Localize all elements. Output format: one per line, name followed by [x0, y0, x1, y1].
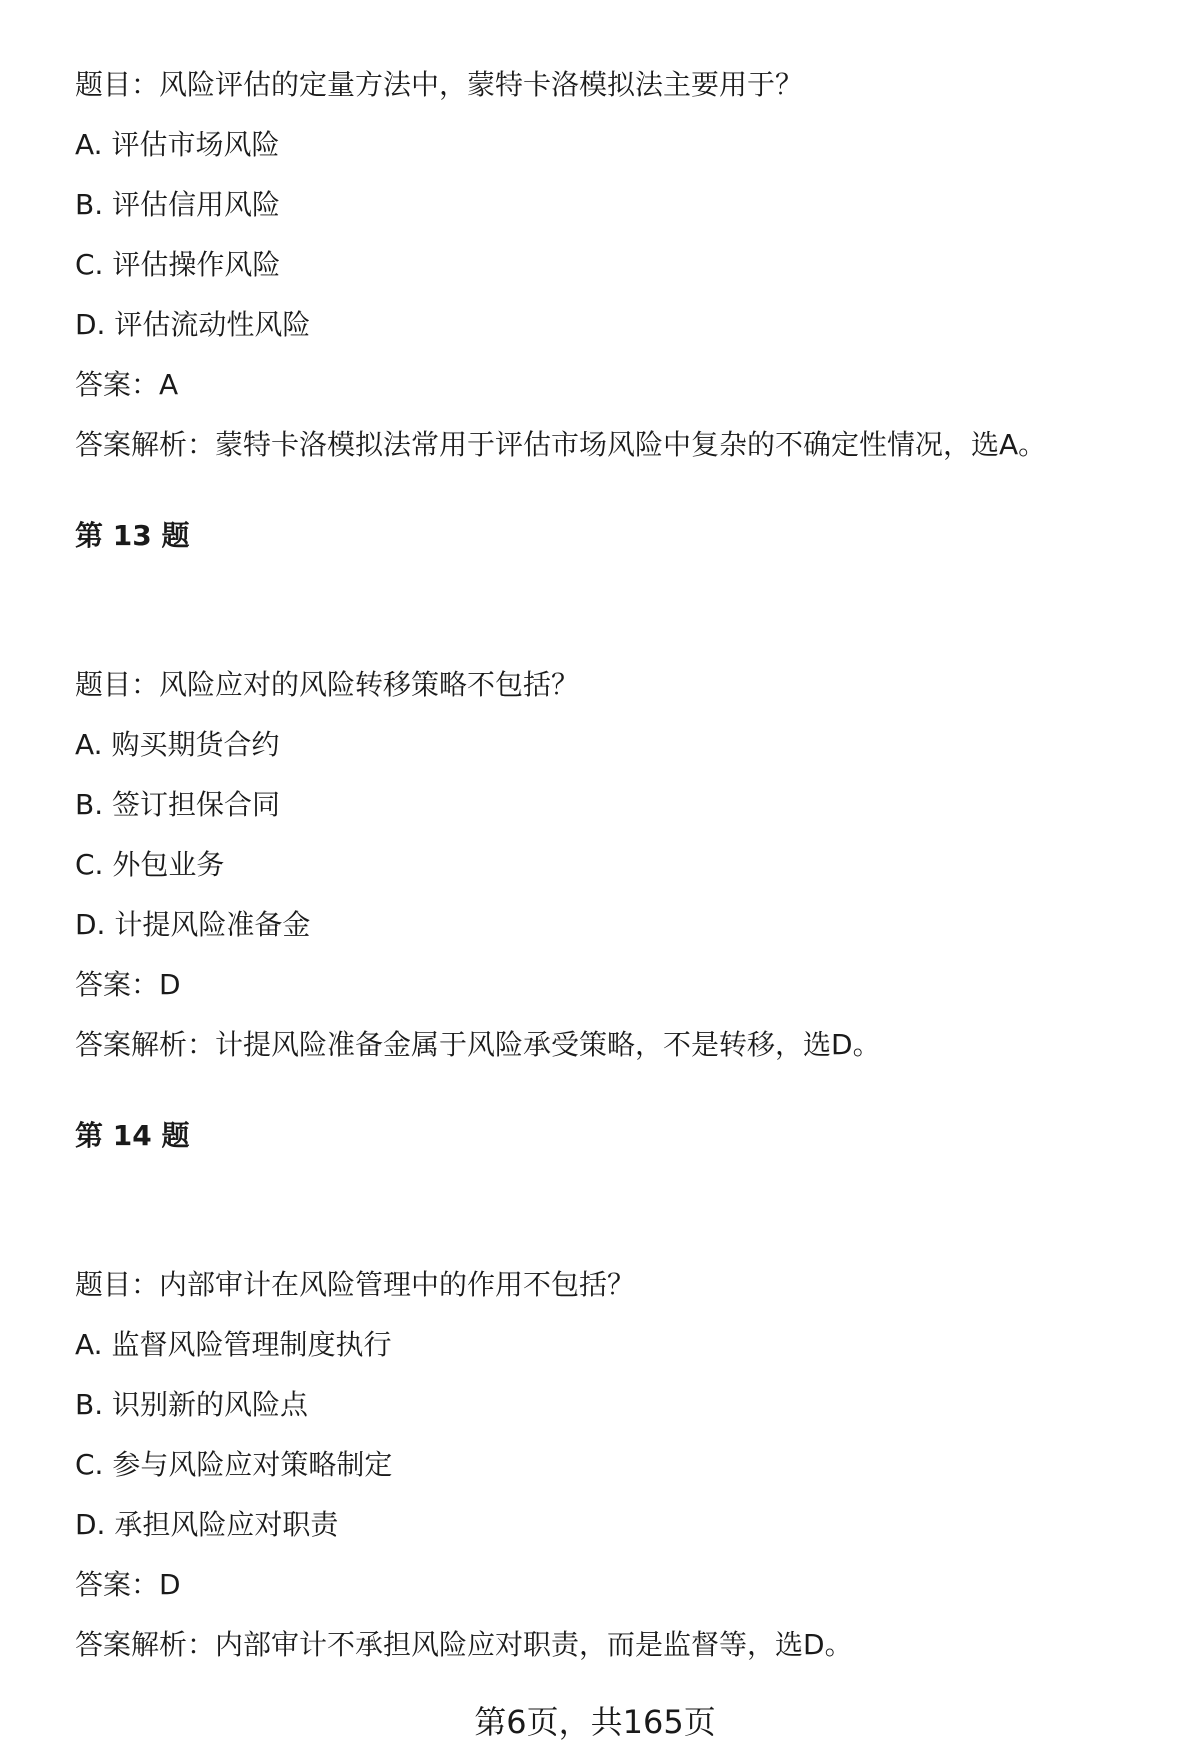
option-d: D. 计提风险准备金: [75, 908, 311, 941]
explanation-text: 答案解析：蒙特卡洛模拟法常用于评估市场风险中复杂的不确定性情况，选A。: [75, 428, 1047, 461]
question-heading: 第 14 题: [75, 1119, 190, 1152]
option-b: B. 签订担保合同: [75, 788, 281, 821]
question-text: 题目：内部审计在风险管理中的作用不包括？: [75, 1268, 636, 1301]
answer-text: 答案：D: [75, 968, 181, 1001]
option-a: A. 购买期货合约: [75, 728, 280, 761]
explanation-text: 答案解析：内部审计不承担风险应对职责，而是监督等，选D。: [75, 1628, 853, 1661]
option-a: A. 评估市场风险: [75, 128, 280, 161]
option-b: B. 评估信用风险: [75, 188, 281, 221]
question-heading: 第 13 题: [75, 519, 190, 552]
question-text: 题目：风险评估的定量方法中，蒙特卡洛模拟法主要用于？: [75, 68, 804, 101]
explanation-text: 答案解析：计提风险准备金属于风险承受策略，不是转移，选D。: [75, 1028, 881, 1061]
option-d: D. 评估流动性风险: [75, 308, 311, 341]
question-text: 题目：风险应对的风险转移策略不包括？: [75, 668, 580, 701]
option-a: A. 监督风险管理制度执行: [75, 1328, 392, 1361]
option-c: C. 评估操作风险: [75, 248, 281, 281]
page-number-footer: 第6页，共165页: [474, 1703, 716, 1741]
option-d: D. 承担风险应对职责: [75, 1508, 339, 1541]
option-b: B. 识别新的风险点: [75, 1388, 309, 1421]
answer-text: 答案：D: [75, 1568, 181, 1601]
answer-text: 答案：A: [75, 368, 179, 401]
option-c: C. 参与风险应对策略制定: [75, 1448, 393, 1481]
option-c: C. 外包业务: [75, 848, 225, 881]
